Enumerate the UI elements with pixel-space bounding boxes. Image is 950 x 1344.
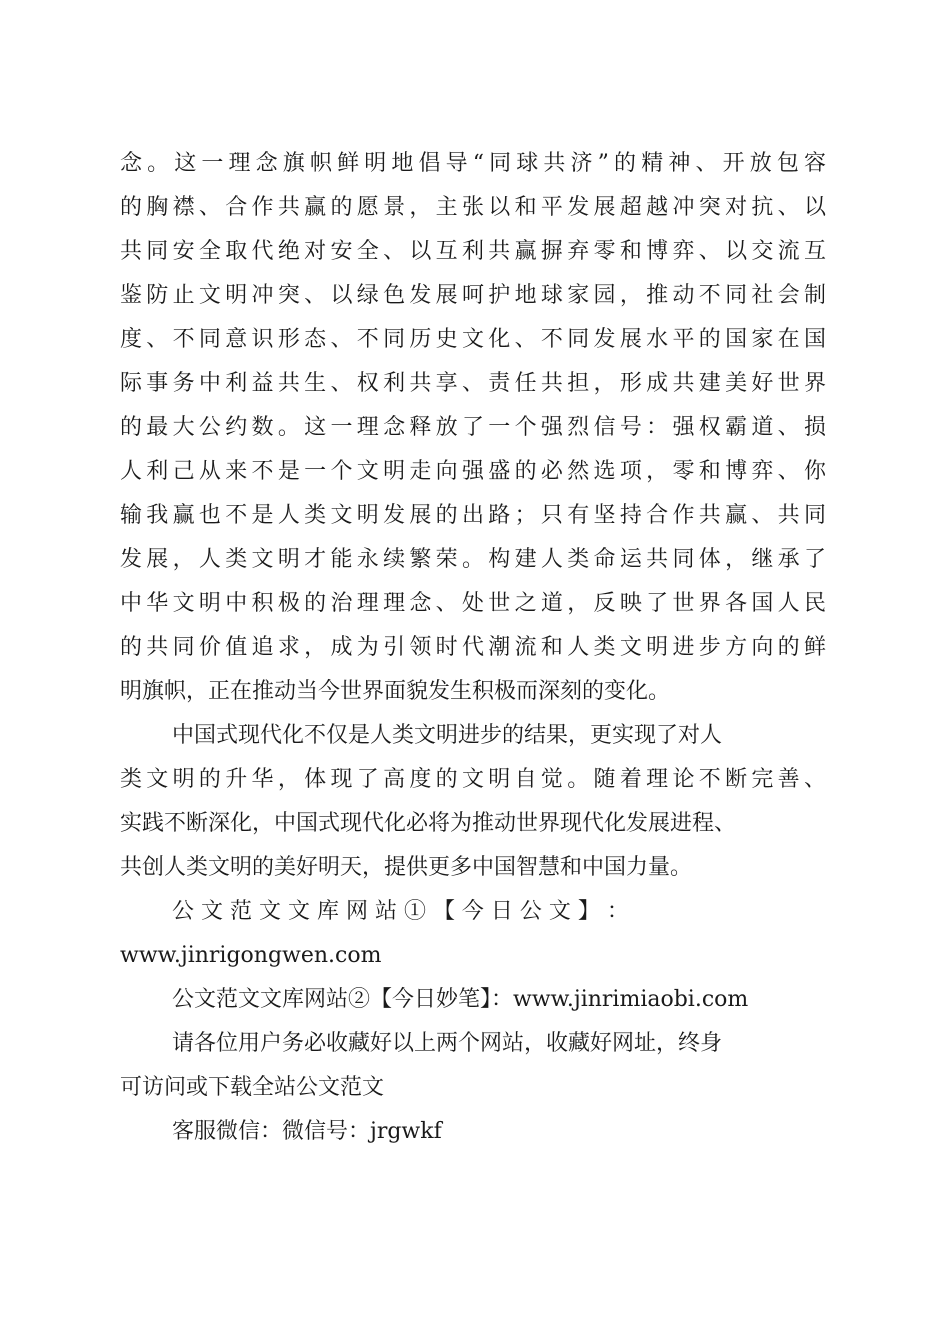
text-line: 类文明的升华，体现了高度的文明自觉。随着理论不断完善、 xyxy=(120,767,826,792)
site1-url: www.jinrigongwen.com xyxy=(120,943,382,968)
text-line: 中华文明中积极的治理理念、处世之道，反映了世界各国人民 xyxy=(120,591,826,616)
wechat-contact: 客服微信：微信号：jrgwkf xyxy=(172,1119,442,1144)
site-info-footer xyxy=(120,890,826,1154)
text-line: 的胸襟、合作共赢的愿景，主张以和平发展超越冲突对抗、以 xyxy=(120,195,826,220)
text-line: 中国式现代化不仅是人类文明进步的结果，更实现了对人 xyxy=(172,723,723,748)
text-line: 鉴防止文明冲突、以绿色发展呵护地球家园，推动不同社会制 xyxy=(120,283,826,308)
text-line: 实践不断深化，中国式现代化必将为推动世界现代化发展进程、 xyxy=(120,811,737,836)
text-line: 人利己从来不是一个文明走向强盛的必然选项，零和博弈、你 xyxy=(120,459,826,484)
notice-line: 可访问或下载全站公文范文 xyxy=(120,1075,385,1100)
text-line: 共同安全取代绝对安全、以互利共赢摒弃零和博弈、以交流互 xyxy=(120,239,826,264)
text-line: 念。这一理念旗帜鲜明地倡导“同球共济”的精神、开放包容 xyxy=(120,151,826,176)
text-line: 际事务中利益共生、权利共享、责任共担，形成共建美好世界 xyxy=(120,371,826,396)
text-line: 发展，人类文明才能永续繁荣。构建人类命运共同体，继承了 xyxy=(120,547,826,572)
site2-line: 公文范文文库网站②【今日妙笔】：www.jinrimiaobi.com xyxy=(172,987,749,1012)
text-line: 共创人类文明的美好明天，提供更多中国智慧和中国力量。 xyxy=(120,855,693,880)
text-line: 输我赢也不是人类文明发展的出路；只有坚持合作共赢、共同 xyxy=(120,503,826,528)
document-body xyxy=(120,142,826,1154)
paragraph-chinese-modernization xyxy=(120,714,826,890)
paragraph-community-of-shared-future xyxy=(120,142,826,714)
notice-line: 请各位用户务必收藏好以上两个网站，收藏好网址，终身 xyxy=(172,1031,723,1056)
text-line: 的最大公约数。这一理念释放了一个强烈信号：强权霸道、损 xyxy=(120,415,826,440)
text-line: 度、不同意识形态、不同历史文化、不同发展水平的国家在国 xyxy=(120,327,826,352)
text-line: 明旗帜，正在推动当今世界面貌发生积极而深刻的变化。 xyxy=(120,679,671,704)
text-line: 的共同价值追求，成为引领时代潮流和人类文明进步方向的鲜 xyxy=(120,635,826,660)
site1-line: 公 文 范 文 文 库 网 站 ① 【 今 日 公 文 】 ： xyxy=(172,899,629,924)
